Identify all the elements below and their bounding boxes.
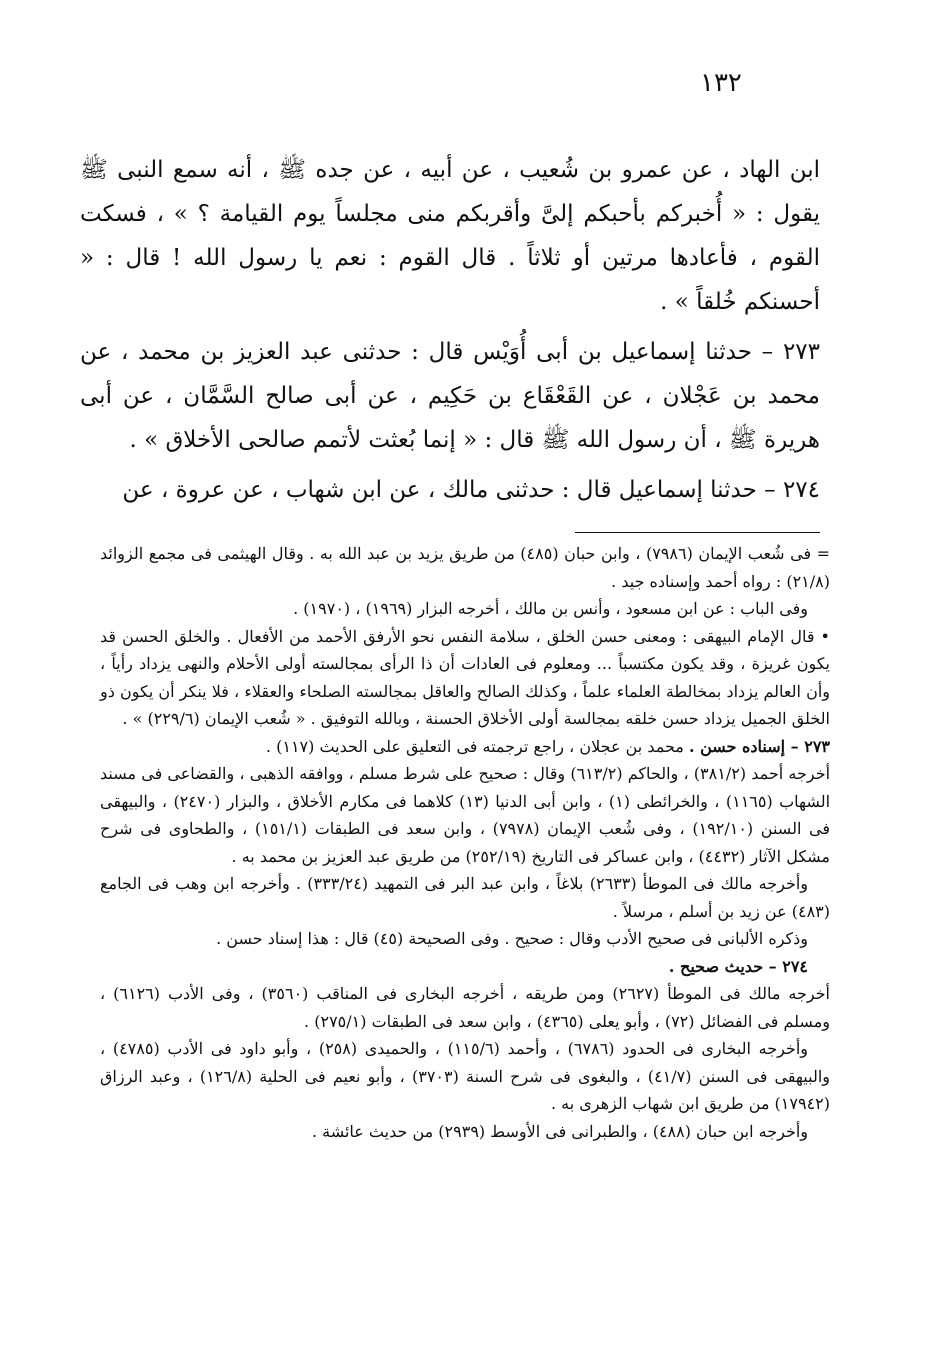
footnote-divider: [575, 532, 820, 533]
hadith-274: ٢٧٤ – حدثنا إسماعيل قال : حدثنى مالك ، عن ابن شهاب ، عن عروة ، عن: [122, 477, 820, 503]
footnote-274: [100, 953, 830, 981]
footnote-paragraph: وذكره الألبانى فى صحيح الأدب وقال : صحيح . وفى الصحيحة (٤٥) قال : هذا إسناد حسن .: [216, 929, 808, 948]
main-paragraph: ابن الهاد ، عن عمرو بن شُعيب ، عن أبيه ، عن جده ﷺ ، أنه سمع النبى ﷺ يقول : « أُخبركم بأحبكم إلىَّ وأقربكم منى مجلساً يوم القيامة ؟ » ، فسكت القوم ، فأعادها مرتين أو ثلاثاً . قال القوم : نعم يا رسول الله ! قال : « أحسنكم خُلقاً » .: [80, 157, 820, 315]
footnote-paragraph: أخرجه مالك فى الموطأ (٢٦٢٧) ومن طريقه ، أخرجه البخارى فى المناقب (٣٥٦٠) ، وفى الأدب (٦١٢٦) ، ومسلم فى الفضائل (٧٢) ، وأبو يعلى (٤٣٦٥) ، وابن سعد فى الطبقات (٢٧٥/١) .: [100, 984, 831, 1031]
footnote-heading: ٢٧٣ – إسناده حسن .: [688, 736, 830, 756]
footnote-paragraph: = فى شُعب الإيمان (٧٩٨٦) ، وابن حبان (٤٨٥) من طريق يزيد بن عبد الله به . وقال الهيثمى فى مجمع الزوائد (٢١/٨) : رواه أحمد وإسناده جيد .: [100, 544, 831, 591]
footnote-paragraph: وأخرجه ابن حبان (٤٨٨) ، والطبرانى فى الأوسط (٢٩٣٩) من حديث عائشة .: [311, 1121, 808, 1141]
footnote-paragraph: وفى الباب : عن ابن مسعود ، وأنس بن مالك ، أخرجه البزار (١٩٦٩) ، (١٩٧٠) .: [293, 599, 808, 618]
footnote-paragraph: • قال الإمام البيهقى : ومعنى حسن الخلق ، سلامة النفس نحو الأرفق الأحمد من الأفعال . والخلق الحسن قد يكون غريزة ، وقد يكون مكتسباً ... ومعلوم فى العادات أن ذا الرأى بمجالسته أولى الأحلام والنهى يزداد رأياً ، وأن العالم يزداد بمخالطة العلماء علماً ، وكذلك الصالح والعاقل بمجالسته الصلحاء والعقلاء ، فلا ينكر أن يكون ذو الخلق الجميل يزداد حسن خلقه بمجالسة أولى الأخلاق الحسنة ، وبالله التوفيق . « شُعب الإيمان (٢٢٩/٦) » .: [100, 626, 830, 728]
footnotes: [100, 540, 830, 1145]
footnote-paragraph: وأخرجه البخارى فى الحدود (٦٧٨٦) ، وأحمد (١١٥/٦) ، والحميدى (٢٥٨) ، وأبو داود فى الأدب (٤٧٨٥) ، والبيهقى فى السنن (٤١/٧) ، والبغوى فى شرح السنة (٣٧٠٣) ، وأبو نعيم فى الحلية (١٢٦/٨) ، وعبد الرزاق (١٧٩٤٢) من طريق ابن شهاب الزهرى به .: [100, 1039, 831, 1113]
hadith-273: ٢٧٣ – حدثنا إسماعيل بن أبى أُوَيْس قال : حدثنى عبد العزيز بن محمد ، عن محمد بن عَجْلان ، عن القَعْقَاع بن حَكِيم ، عن أبى صالح السَّمَّان ، عن أبى هريرة ﷺ ، أن رسول الله ﷺ قال : « إنما بُعثت لأتمم صالحى الأخلاق » .: [80, 339, 820, 453]
main-text: [80, 148, 820, 518]
page-number: ١٣٢: [700, 68, 742, 98]
footnote-273: [100, 733, 830, 761]
footnote-paragraph: وأخرجه مالك فى الموطأ (٢٦٣٣) بلاغاً ، وابن عبد البر فى التمهيد (٣٣٣/٢٤) . وأخرجه ابن وهب فى الجامع (٤٨٣) عن زيد بن أسلم ، مرسلاً .: [100, 874, 830, 921]
footnote-text: محمد بن عجلان ، راجع ترجمته فى التعليق على الحديث (١١٧) .: [265, 736, 689, 756]
footnote-heading: ٢٧٤ – حديث صحيح .: [668, 956, 808, 976]
footnote-paragraph: أخرجه أحمد (٣٨١/٢) ، والحاكم (٦١٣/٢) وقال : صحيح على شرط مسلم ، ووافقه الذهبى ، والقضاعى فى مسند الشهاب (١١٦٥) ، والخرائطى (١) ، وابن أبى الدنيا (١٣) كلاهما فى مكارم الأخلاق ، والبزار (٢٤٧٠) ، والبيهقى فى السنن (١٩٢/١٠) ، وفى شُعب الإيمان (٧٩٧٨) ، وابن سعد فى الطبقات (١٥١/١) ، والطحاوى فى شرح مشكل الآثار (٤٤٣٢) ، وابن عساكر فى التاريخ (٢٥٢/١٩) من طريق عبد العزيز بن محمد به .: [100, 764, 831, 866]
